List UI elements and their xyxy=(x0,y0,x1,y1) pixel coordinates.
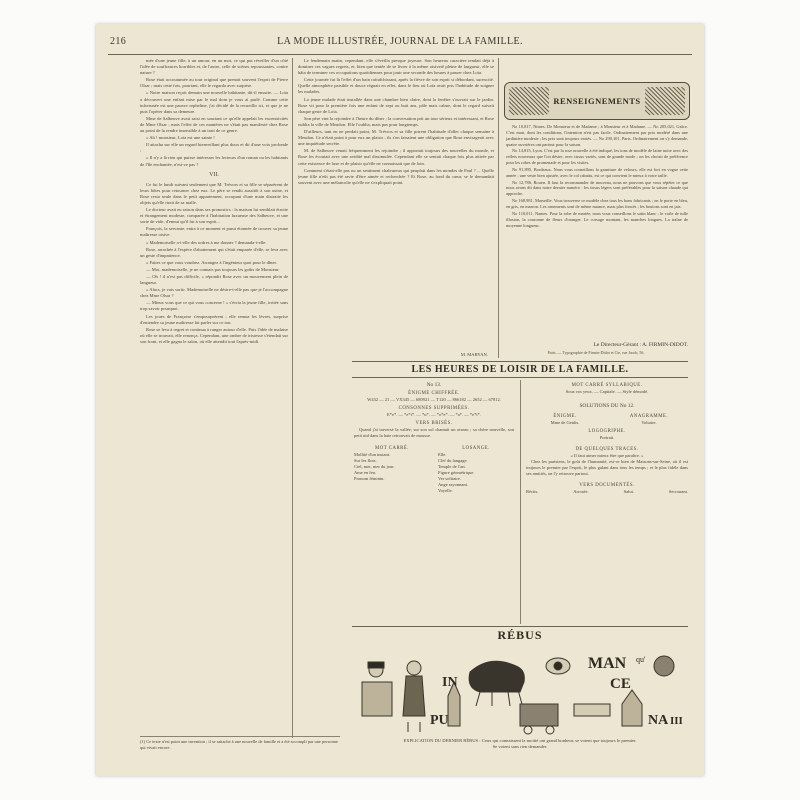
paragraph: — Mieux vous que ce qui vous concerne ! » s'écria la jeune fille, irritée sans trop savoir pourquoi. xyxy=(140,300,288,312)
mot-carre-block xyxy=(354,443,430,494)
legs-shape xyxy=(408,722,420,732)
word: Arrosée. xyxy=(573,489,589,494)
paragraph: Il attacha sur elle un regard bienveillant plus doux et dit d'une voix profonde : xyxy=(140,142,288,154)
paragraph: « Notre maison reçoit demain une nouvelle habitante, dit-il ensuite. — Loïa a découvert une enfant mise par le mal dont je vous ai parlé. Comme cette infortunée est une pauvre orpheline, j'ai décidé de la recueillir ici, et que je ne puis l'opérer dans sa demeure. xyxy=(140,90,288,114)
puzzle-heading: VERS DOCUMENTÉS. xyxy=(579,483,635,488)
puzzle-text: E*e*. — *e*t*. — *u*. — *o*e*. — *a*. — *e*t*. xyxy=(387,412,481,417)
puzzle-heading: VERS BRISÉS. xyxy=(415,421,453,426)
clue: Temple de l'art. xyxy=(438,464,466,469)
solution-block xyxy=(610,411,688,426)
section-heading: VII. xyxy=(209,171,219,178)
director-credit: Le Directeur-Gérant : A. FIRMIN-DIDOT. xyxy=(593,342,688,348)
clue: Voyelle. xyxy=(438,488,453,493)
word: Salut. xyxy=(623,489,634,494)
solutions-pair xyxy=(526,411,688,426)
clue: Mollité d'un instant. xyxy=(354,452,391,457)
paragraph: « Il n'y a là rien qui puisse intéresser les lecteurs d'un roman ou les habitants de l'île enchantée, n'est-ce pas ? xyxy=(140,155,288,167)
paragraph: « Ah ! monsieur, Loïa est une sainte ! xyxy=(146,135,215,141)
rebus-label: IN xyxy=(442,675,458,690)
paragraph: — Oh ! il n'est pas difficile, » répondit Rose avec un mouvement plein de langueur. xyxy=(140,274,288,286)
puzzle-text: Chez les parisiens, le goût de l'humanité, est-ce bien de Maisons-sur-Seine, où il est toujours le premier par l'esprit, le plus galant dans tous les temps ; et le plus fidèle dans ses amitiés, on l'y retrouve partout. xyxy=(526,459,688,476)
quote-text: « Il faut aimer mieux être que paraître. » xyxy=(570,453,644,458)
puzzle-heading: LOSANGE. xyxy=(462,446,490,451)
paragraph: Mme de Salbeuve avait saisi en souriant ce qu'elle appelait les excentricités de Mme Olsar ; mais l'effet de ces manières ne s'était pas manifesté chez Rose au point de la rendre insensible à un trait de ce genre. xyxy=(140,115,288,134)
shop-sign xyxy=(574,704,610,716)
solution-label: LOGOGRIPHE. xyxy=(588,429,626,434)
column-divider xyxy=(292,58,293,738)
solution-answer: Mme de Genlis. xyxy=(550,420,580,425)
paragraph: Rose était accoutumée au tour original que prenait souvent l'esprit de Pierre Olsar ; mais cette fois, pourtant, elle le regarda avec surprise. xyxy=(140,77,288,89)
losange-block xyxy=(438,443,514,494)
desk-shape xyxy=(362,682,392,716)
clue: Clef du langage. xyxy=(438,458,468,463)
paragraph: mée d'une jeune fille, à un amour, en un mot, ce qui put réveiller d'un côté l'idée de souffrances horribles et, de l'autre, celle de scènes repoussantes, contre nature ? xyxy=(140,58,288,76)
clue: Ange rayonnant. xyxy=(438,482,468,487)
article-column-2 xyxy=(298,58,494,354)
puzzle-text: Sous vos yeux. — Capitale. — Style démodé. xyxy=(565,389,649,394)
vers-words xyxy=(526,489,688,495)
paragraph: No 12,786, Rouen. Il faut la recommander de nouveau, nous ne pouvons que vous répéter ce que nous avons dit dans notre dernier numéro : les tissus légers sont préférables pour la saison chaude qui approche. xyxy=(506,179,688,197)
section-rule xyxy=(352,361,688,362)
solution-block xyxy=(526,411,604,426)
hat-shape xyxy=(368,662,384,668)
puzzle-heading: DE QUELQUES TRACES. xyxy=(575,447,639,452)
puzzles-column-a xyxy=(354,380,514,624)
section-rule xyxy=(352,626,688,627)
solution-answer: Portrait. xyxy=(599,435,615,440)
paragraph: La jeune malade était installée dans une chambre bien claire, dont la fenêtre s'ouvrait sur le jardin. Rose vit pour la première fois une enfant de sept ou huit ans, pâle mais calme, dont le regard suivait chaque geste de Loïa. xyxy=(298,96,494,114)
paragraph: No 110,011, Nantes. Pour la robe de mariée, nous vous conseillons le satin blanc ; le voile de tulle illusion, la couronne de fleurs d'oranger. Le corsage montant, les manches longues. La traîne de moyenne longueur. xyxy=(506,210,688,228)
solution-label: ANAGRAMME. xyxy=(629,414,669,419)
puzzle-heading: MOT CARRÉ SYLLABIQUE. xyxy=(571,383,643,388)
clue: Ciel, mer, mer du jour. xyxy=(354,464,395,469)
section-rule xyxy=(352,377,688,378)
renseignements-title: RENSEIGNEMENTS xyxy=(553,96,641,106)
clue: Ver solitaire. xyxy=(438,476,461,481)
puzzle-heading: ÉNIGME CHIFFRÉE. xyxy=(408,391,460,396)
column-divider xyxy=(520,380,521,624)
paragraph: Cette journée fut là l'effet d'un bain rafraîchissant, après la fièvre de son esprit si débordant, surexcité. Quelle atmosphère paisible et douce régnait en effet, dans le lieu où Loïa avait pris l'habitude de soigner les malades. xyxy=(298,77,494,95)
footnote: (1) Ce texte n'est point une invention ; il se rattache à une nouvelle de famille et a été accompli par une personne qui vivait encore. xyxy=(140,736,340,750)
wheel-shape xyxy=(524,726,532,734)
printer-credit: Paris. — Typographie de Firmin-Didot et Cie, rue Jacob, 56. xyxy=(547,350,645,355)
paragraph: No 14,815, Lyon. C'est par la rose nouvelle à été indiqué, les tons de modèle de laine noire avec des reflets nouveaux que l'on désire, avec tissus variés, sont de grande mode ; on les choisit de préférence pour les robes de promenade et pour les visites. xyxy=(506,148,688,166)
column-divider xyxy=(498,58,499,358)
rebus-caption xyxy=(352,738,688,750)
rebus-explanation-2: Se voient sans rien demander. xyxy=(492,744,548,749)
church-shape xyxy=(622,690,642,726)
paragraph: No 91,895, Bordeaux. Nous vous conseillons la garniture de velours, elle est fort en vogue cette année ; une veste bien ajustée, avec le col rabattu, est ce qui convient le mieux à votre taille. xyxy=(506,166,688,178)
head-shape xyxy=(407,661,421,675)
paragraph: Ce fut le lundi suivant seulement que M. Trévors et sa fille se séparèrent de leurs hôtes pour retourner chez eux. Le père se rendit aussitôt à son usine, et Rose resta seule dans le petit appartement, occupant d'une main distraite les objets qu'elle tirait de sa malle. xyxy=(140,181,288,205)
paragraph: Le docteur avait eu raison dans ses pronostics : la maison lui semblait étroite et étrangement modeste, comparée à l'habitation luxueuse des Salbeuve, et une sorte de vide, d'ennui qu'il fut à son esprit... xyxy=(140,207,288,225)
renseignements-banner xyxy=(504,82,690,120)
buffalo-shape xyxy=(469,661,524,692)
solutions-title: SOLUTIONS DU No 12. xyxy=(579,403,635,409)
loisirs-title: LES HEURES DE LOISIR DE LA FAMILLE. xyxy=(411,364,629,375)
rebus-label: CE xyxy=(610,676,631,692)
journal-title: LA MODE ILLUSTRÉE, JOURNAL DE LA FAMILLE. xyxy=(277,36,523,47)
paragraph: No 168,981, Marseille. Vous trouverez ce modèle chez tous les bons fabricants ; on le porte en bleu, en gris, en marron. Les ornements sont de même nuance, mais plus foncés ; les boutons sont en jais. xyxy=(506,198,688,209)
newspaper-page xyxy=(96,24,704,776)
puzzles-column-b xyxy=(526,380,688,624)
puzzle-text: W432 — 21 — VX345 — 680921 — T120 — 866182 — 2652 — 67812. xyxy=(367,397,501,402)
page-number: 216 xyxy=(110,36,127,47)
paragraph: Le lendemain matin, cependant, elle s'éveilla presque joyeuse. Son heureux caractère tendait déjà à dominer ces vagues regrets, et, bien que tentée de se livrer à la même oisiveté pleine de langueur, elle se hâta de terminer ces occupations quotidiennes pour jouir une seconde des heures à passer chez Loïa. xyxy=(298,58,494,76)
wheel-shape xyxy=(546,726,554,734)
paragraph: Son père vint la rejoindre à l'heure du dîner ; la conversation prit un tour sérieux et intéressant, et Rose oublia la ville de Meudon. Elle l'oublia, mais pas pour longtemps. xyxy=(298,115,494,127)
paragraph: Rose, arrachée à l'espèce d'abattement qui s'était emparée d'elle, se leva avec un geste d'impatience. xyxy=(140,246,288,258)
article-column-1 xyxy=(140,58,288,734)
rebus-explanation: EXPLICATION DU DERNIER RÉBUS : Ceux qui connaissent la moitié ont grand bonheur, se voient que toujours le premier. xyxy=(403,738,637,743)
puzzle-number: No 13. xyxy=(426,382,442,388)
author-signature: M. MARYAN. xyxy=(460,352,488,357)
clue: Pronom féminin. xyxy=(354,476,385,481)
paragraph: — Moi, mademoiselle, je ne connais pas toujours les goûts de Monsieur. xyxy=(146,266,280,272)
rebus-label: NA xyxy=(648,713,669,728)
puzzle-heading: CONSONNES SUPPRIMÉES. xyxy=(398,406,470,411)
cart-shape xyxy=(520,704,558,726)
paragraph: « Faites ce que vous voudrez. Arrangez à l'ingénieur quoi pour le dîner. xyxy=(146,259,277,265)
renseignements-text xyxy=(506,124,688,338)
rebus-label: PU xyxy=(430,713,449,728)
paragraph: D'ailleurs, tant en ne perdait point, M. Trévors et sa fille prirent l'habitude d'aller chaque semaine à Meudon. Ce n'était point à pour eux un plaisir ; ils s'en faisaient une obligation que Rose envisageait avec une inquiétude secrète. xyxy=(298,129,494,147)
paragraph: M. de Salbeuve venait fréquemment les rejoindre ; il apportait toujours des nouvelles du monde, et Rose les écoutait avec une avidité mal dissimulée. Cependant elle se sentait chaque fois plus attirée par cette existence de luxe et de plaisir qu'elle ne connaissait que de loin. xyxy=(298,148,494,166)
puzzle-text: Quand j'ai traversé la vallée, sur son sol chantait un oiseau ; sa chère nouvelle, son petit nid dans la haie retrouvait de mousse. xyxy=(354,427,514,438)
rebus-title: RÉBUS xyxy=(497,628,543,642)
clue: Sur les flots. xyxy=(354,458,377,463)
rebus-illustration xyxy=(352,642,688,736)
signature-block xyxy=(298,352,494,360)
paragraph: No 10,817, Nimes. De Monsieur et de Madame ; à Monsieur et à Madame. — No 205,021, Grâce. C'est mon, dont les conditions, l'intention n'est pas facile. Ordinairement par prix modéré dans une jardinière modeste ; les prix sont toujours variés. — No 290,101, Paris. Ordinairement on s'y demande, quatre ouvrières ont partout pour la saison. xyxy=(506,124,688,147)
solution-label: ÉNIGME. xyxy=(553,414,577,419)
puzzle-pair xyxy=(354,443,514,494)
paragraph: « Alors, je vais sortir. Mademoiselle ne désire-t-elle pas que je l'accompagne chez Mme Olsar ? xyxy=(140,287,288,299)
clue: Ame en feu. xyxy=(354,470,377,475)
puzzle-heading: MOT CARRÉ. xyxy=(375,446,409,451)
header-rule xyxy=(108,54,692,55)
rebus-label: qu' xyxy=(636,655,646,664)
clue: Elle. xyxy=(438,452,447,457)
paragraph: Les joues de Françoise s'empourprèrent ; elle remua les lèvres, surprise d'entendre sa jeune maîtresse lui parler sur ce ton. xyxy=(140,313,288,325)
paragraph: « Mademoiselle a-t-elle des ordres à me donner ? demanda-t-elle. xyxy=(146,239,267,245)
solution-answer: Voltaire. xyxy=(641,420,657,425)
paragraph: François, la servante, entra à ce moment et parut étonnée de trouver sa jeune maîtresse oisive. xyxy=(140,226,288,238)
paragraph: Rose se leva à regret et continua à ranger autour d'elle. Puis l'idée de malaise où elle se trouvait, elle renonça. Cependant, une ombre de tristesse s'étendait sur son front, et elle gagna le salon, où elle attendit tout l'après-midi. xyxy=(140,326,288,344)
clue: Figure géométrique. xyxy=(438,470,475,475)
rebus-label: MAN xyxy=(588,655,627,672)
paragraph: Comment s'était-elle pas ou un sentiment chaleureux qui peuplait dans les mondes de Paul ? ... Quelle jeune fille n'eût pas été ravie d'être aimée et recherchée ? Et Rose, au fond du cœur, se le demandait souvent avec une mélancolie qu'elle ne s'expliquait point. xyxy=(298,167,494,185)
coat-shape xyxy=(403,676,425,716)
word: Récits. xyxy=(526,489,539,494)
rebus-label: III xyxy=(670,715,683,727)
page-header xyxy=(96,36,704,52)
word: Secourant. xyxy=(668,489,688,494)
pupil-shape xyxy=(554,662,562,670)
medallion-shape xyxy=(654,656,674,676)
